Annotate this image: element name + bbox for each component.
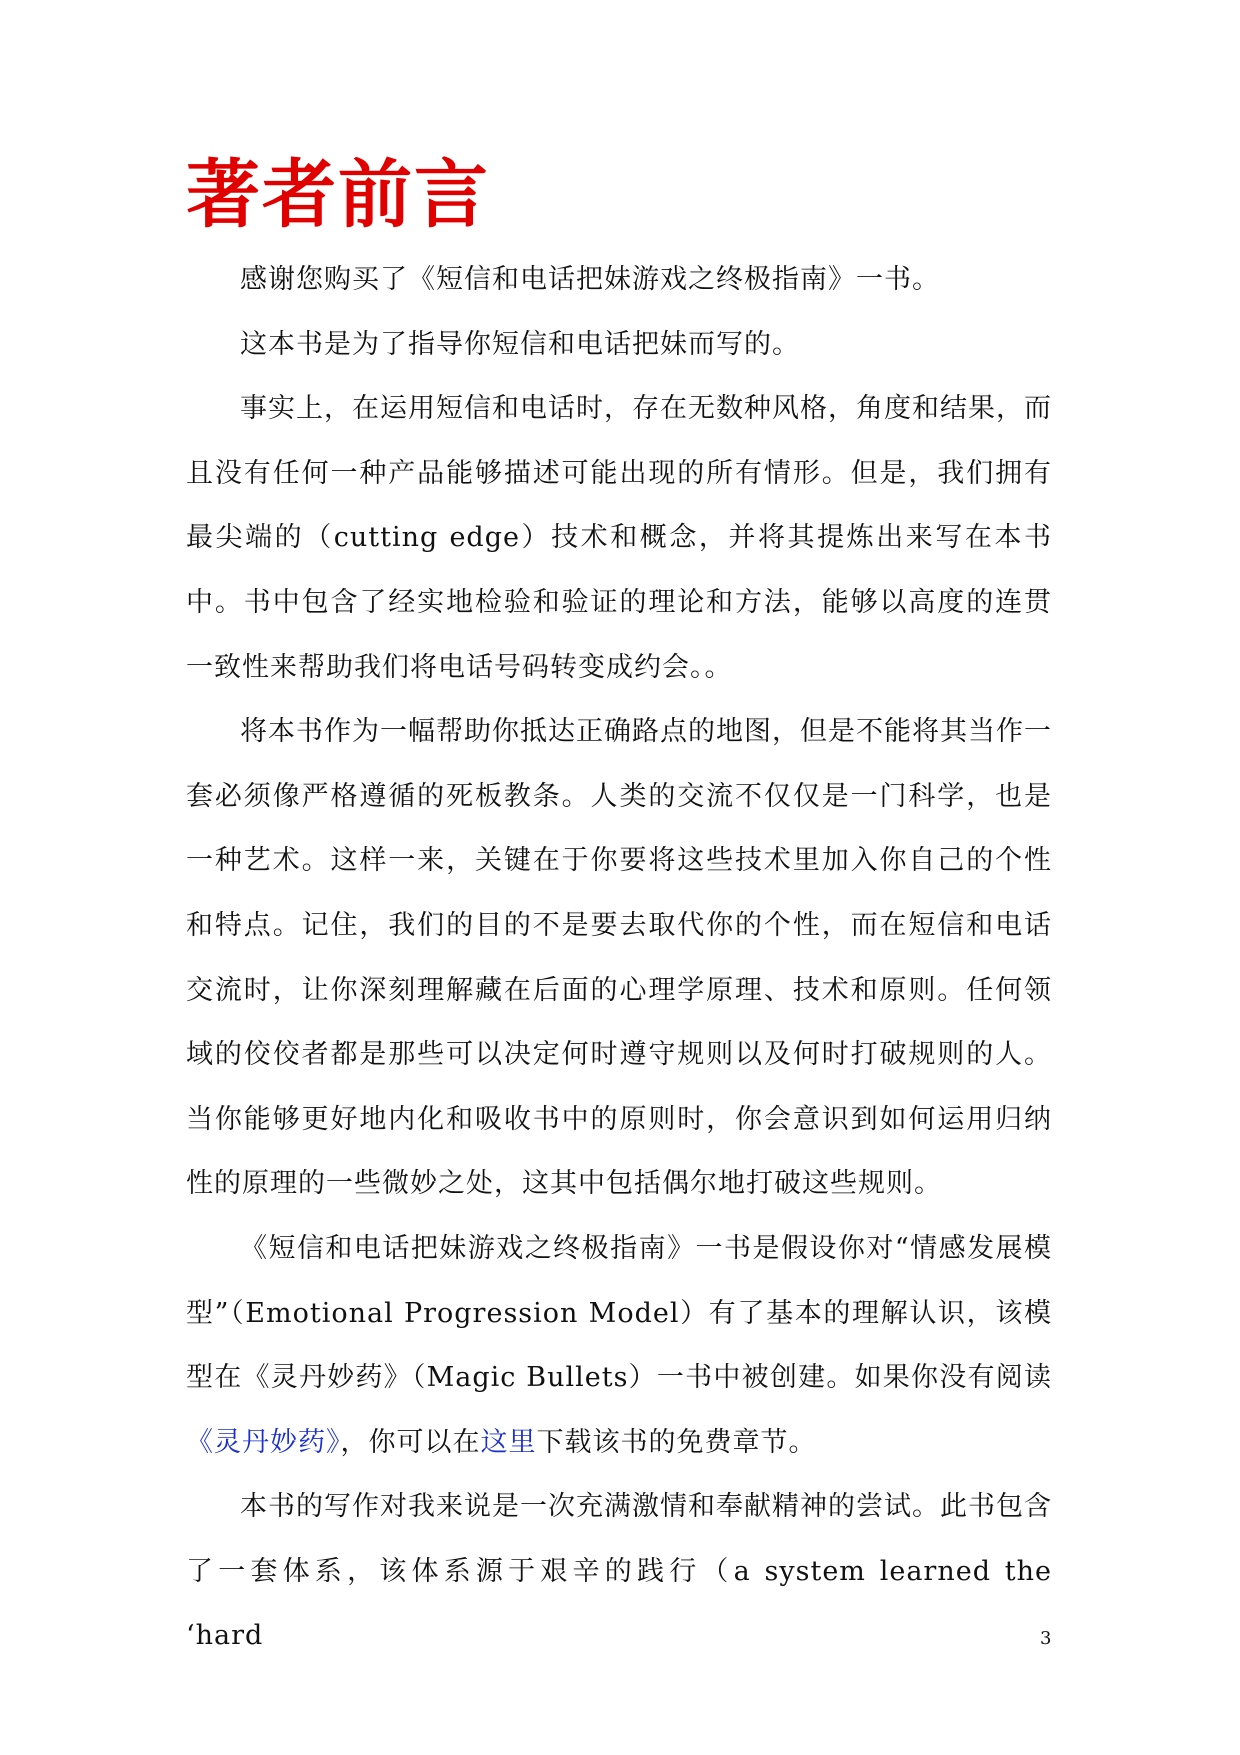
paragraph-map: 将本书作为一幅帮助你抵达正确路点的地图，但是不能将其当作一套必须像严格遵循的死板教条。人类的交流不仅仅是一门科学，也是一种艺术。这样一来，关键在于你要将这些技术里加入你自己的个性和特点。记住，我们的目的不是要去取代你的个性，而在短信和电话交流时，让你深刻理解藏在后面的心理学原理、技术和原则。任何领域的佼佼者都是那些可以决定何时遵守规则以及何时打破规则的人。当你能够更好地内化和吸收书中的原则时，你会意识到如何运用归纳性的原理的一些微妙之处，这其中包括偶尔地打破这些规则。 [186, 716, 1052, 1200]
paragraph-thanks: 感谢您购买了《短信和电话把妹游戏之终极指南》一书。 [240, 264, 940, 295]
paragraph-model [186, 1217, 1052, 1475]
body-text [186, 248, 1052, 1669]
paragraph-techniques: 事实上，在运用短信和电话时，存在无数种风格，角度和结果，而且没有任何一种产品能够描述可能出现的所有情形。但是，我们拥有最尖端的（cutting edge）技术和概念，并将其提炼出来写在本书中。书中包含了经实地检验和验证的理论和方法，能够以高度的连贯一致性来帮助我们将电话号码转变成约会。。 [186, 393, 1052, 683]
download-here-link[interactable]: 这里 [480, 1426, 537, 1458]
paragraph-model-text-middle: ，你可以在 [340, 1426, 481, 1458]
paragraph-model-text-end: 下载该书的免费章节。 [536, 1426, 817, 1458]
page-title: 著者前言 [186, 152, 490, 238]
paragraph-model-text: 《短信和电话把妹游戏之终极指南》一书是假设你对“情感发展模型”（Emotional Progression Model）有了基本的理解认识，该模型在《灵丹妙药》（Magic Bullets）一书中被创建。如果你没有阅读 [186, 1232, 1052, 1394]
page-number: 3 [1040, 1628, 1052, 1649]
paragraph-purpose: 这本书是为了指导你短信和电话把妹而写的。 [240, 328, 800, 360]
paragraph-passion: 本书的写作对我来说是一次充满激情和奉献精神的尝试。此书包含了一套体系，该体系源于艰辛的践行（a system learned the ‘hard [186, 1491, 1052, 1652]
magic-bullets-link[interactable]: 《灵丹妙药》 [186, 1426, 341, 1458]
